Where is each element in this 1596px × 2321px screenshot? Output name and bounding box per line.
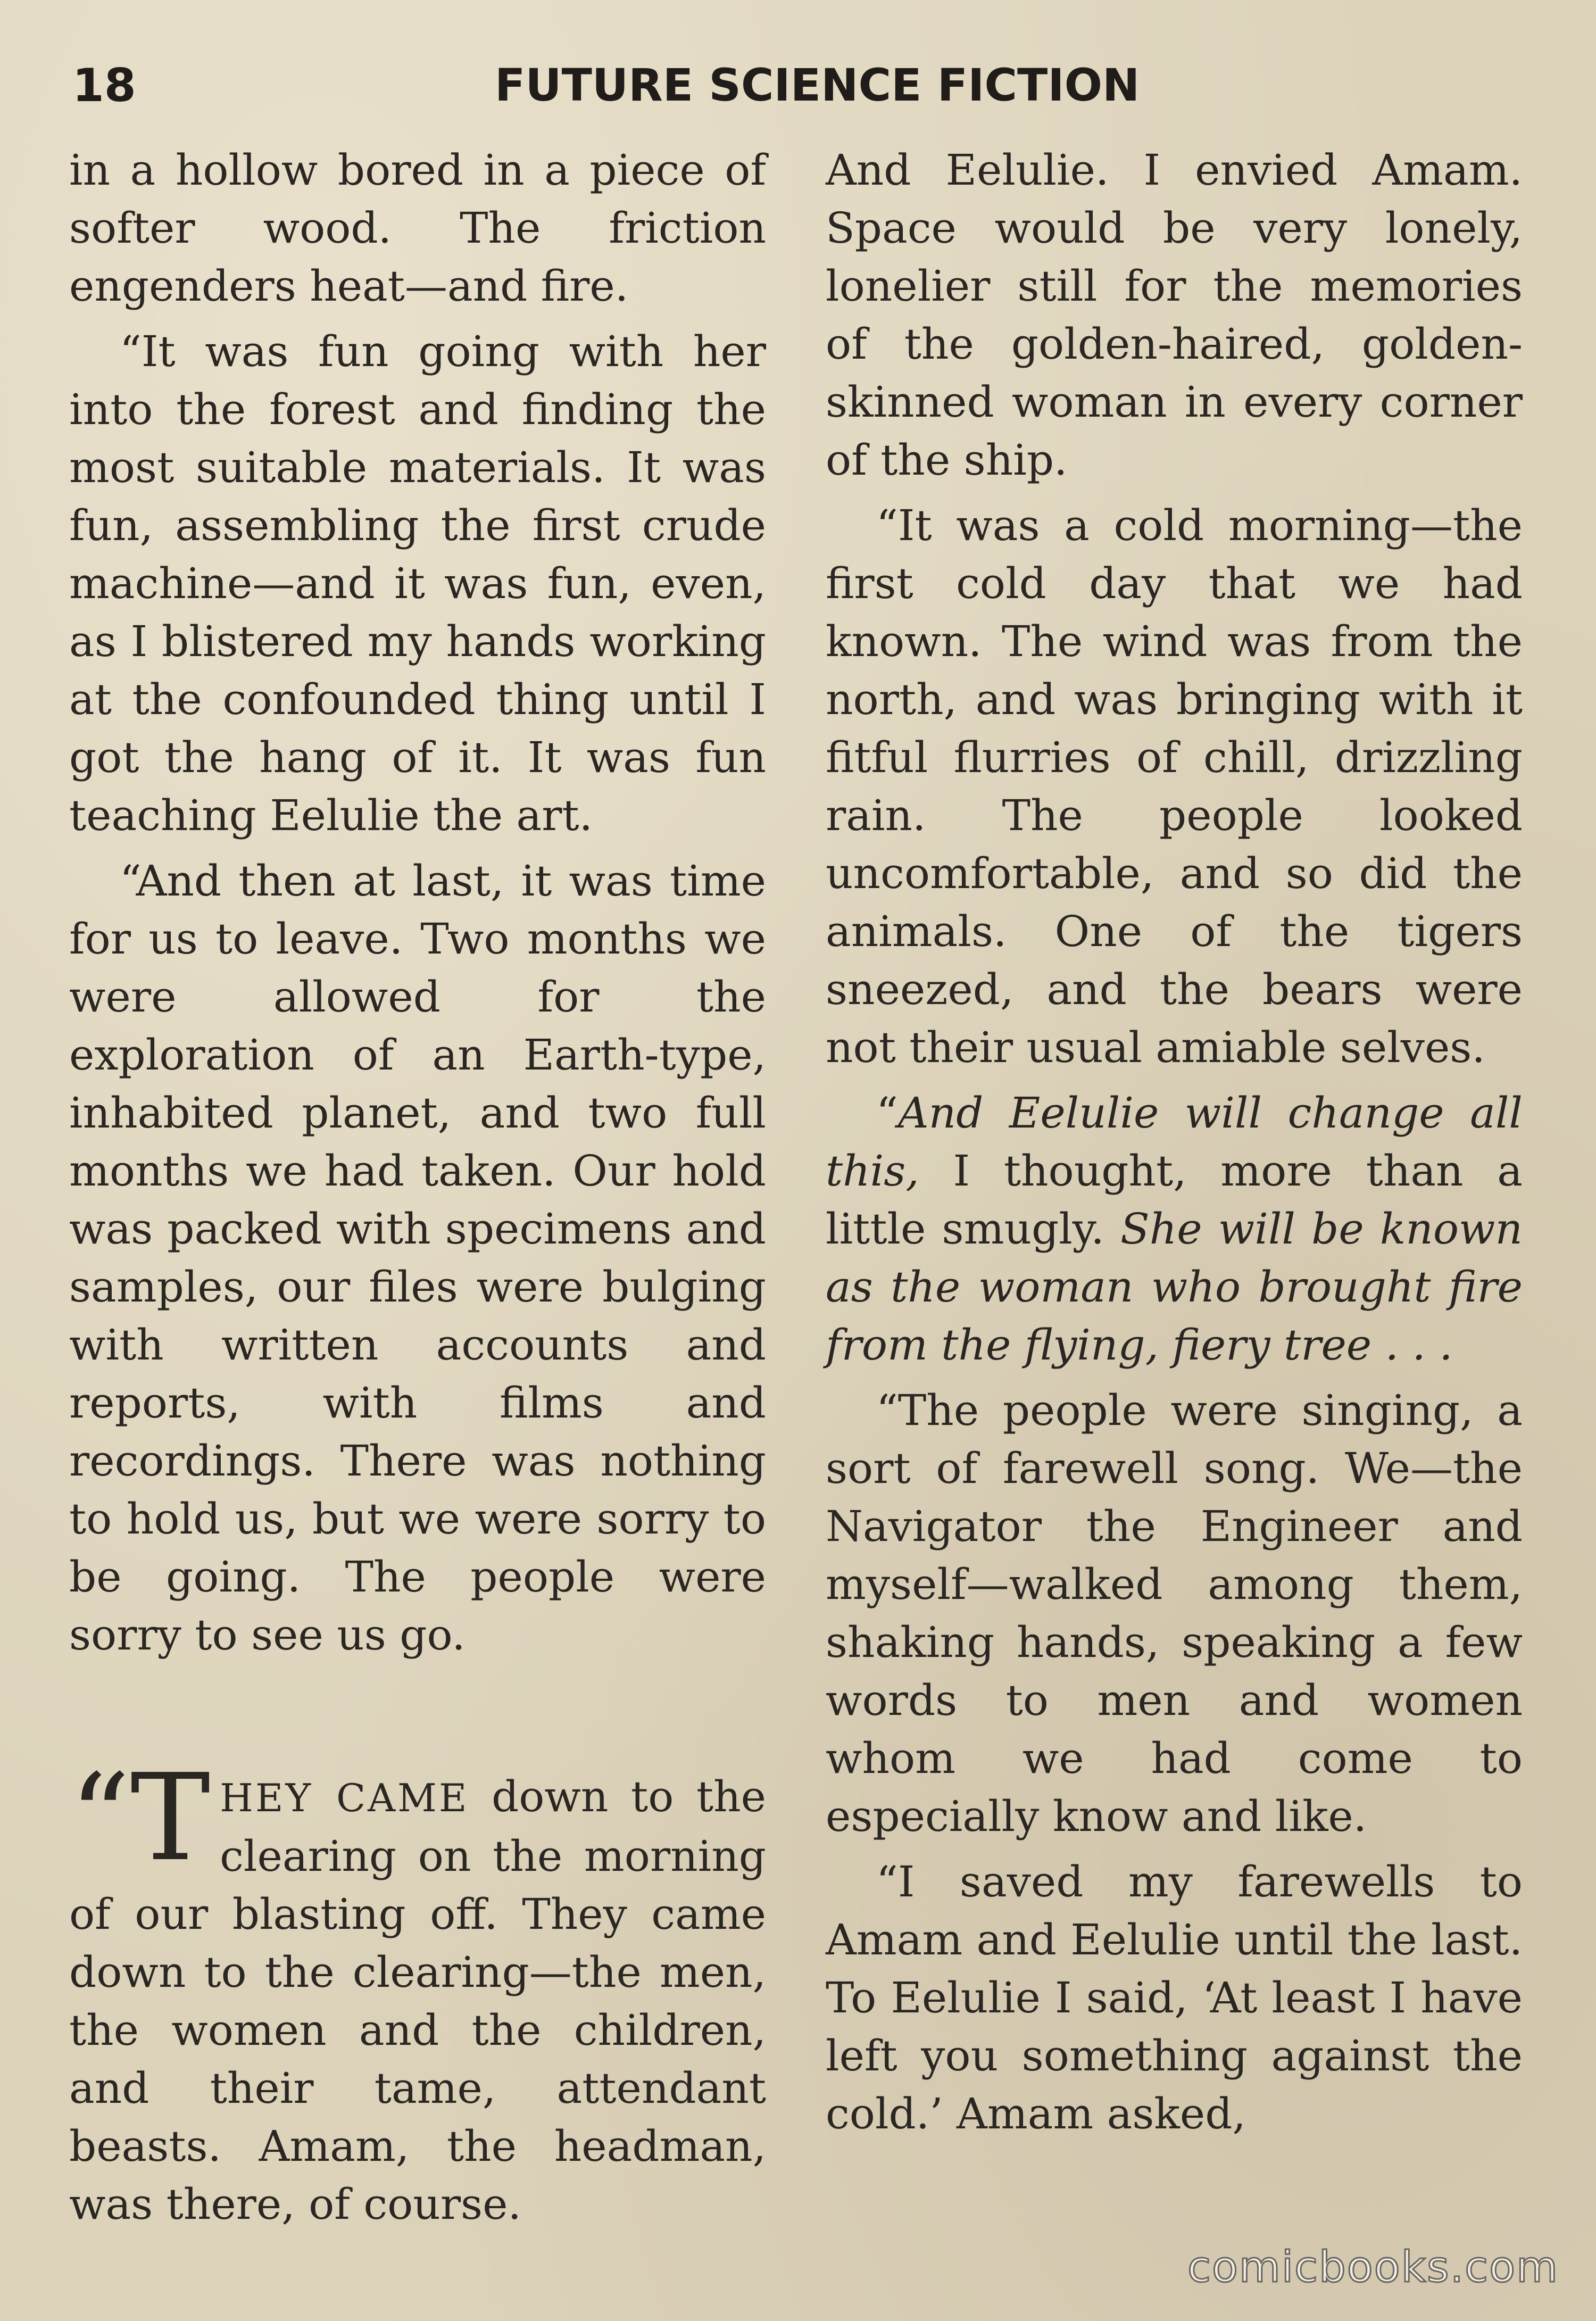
italic-thought-paragraph [826, 1084, 1523, 1374]
paragraph: “And then at last, it was time for us to leave. Two months we were allowed for the exploration of an Earth-type, inhabited planet, and two full months we had taken. Our hold was packed with specimens and samples, our files were bulging with written accounts and reports, with films and recordings. There was nothing to hold us, but we were sorry to be going. The people were sorry to see us go. [69, 856, 766, 1660]
drop-cap-letter: T [130, 1748, 211, 1888]
watermark: comicbooks.com [1187, 2242, 1559, 2292]
italic-thought: And Eelulie will change all this, [826, 1088, 1523, 1196]
open-quote: “ [876, 1088, 898, 1138]
section-opening-paragraph [69, 1748, 766, 2233]
page-number: 18 [72, 59, 136, 112]
small-caps-lead: HEY CAME [220, 1776, 469, 1820]
paragraph: “It was fun going with her into the forest and finding the most suitable materials. It was fun, assembling the first crude machine—and it was fun, even, as I blistered my hands working at the confounded thing until I got the hang of it. It was fun teaching Eelulie the art. [69, 327, 766, 840]
left-column [69, 141, 766, 2233]
paragraph: “It was a cold morning—the first cold day that we had known. The wind was from the north, and was bringing with it fitful flurries of chill, drizzling rain. The people looked uncomfortable, and so did the animals. One of the tigers sneezed, and the bears were not their usual amiable selves. [826, 501, 1523, 1072]
drop-cap [69, 1748, 211, 1888]
paragraph: in a hollow bored in a piece of softer wood. The friction engenders heat—and fire. [69, 145, 766, 311]
opening-quote: “ [69, 1748, 131, 1888]
narration: I thought, more than a little smugly. [826, 1146, 1523, 1254]
paragraph: “I saved my farewells to Amam and Eelulie until the last. To Eelulie I said, ‘At least I have left you something against the cold.’ Amam asked, [826, 1857, 1523, 2138]
running-title: FUTURE SCIENCE FICTION [495, 59, 1140, 111]
right-column [826, 141, 1523, 2143]
section-text: down to the clearing on the morning of our blasting off. They came down to the clearing—the men, the women and the children, and their tame, attendant beasts. Amam, the headman, was there, of course. [69, 1772, 766, 2229]
paragraph: “The people were singing, a sort of farewell song. We—the Navigator the Engineer and myself—walked among them, shaking hands, speaking a few words to men and women whom we had come to especially know and like. [826, 1386, 1523, 1841]
paragraph: And Eelulie. I envied Amam. Space would be very lonely, lonelier still for the memories of the golden-haired, golden-skinned woman in every corner of the ship. [826, 145, 1523, 485]
italic-thought: She will be known as the woman who brought fire from the flying, fiery tree . . . [826, 1204, 1523, 1370]
